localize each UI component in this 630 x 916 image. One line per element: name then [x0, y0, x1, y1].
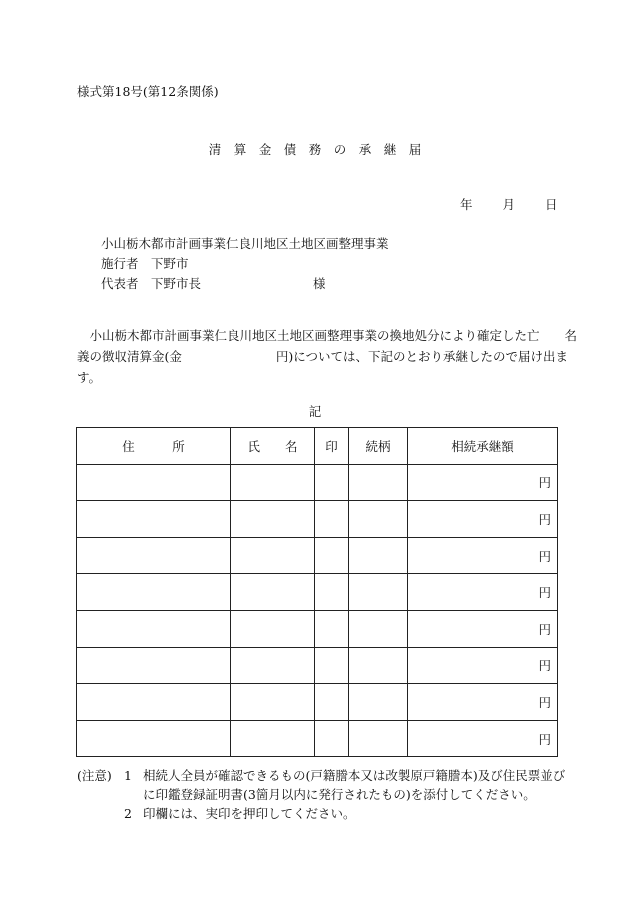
- name-cell[interactable]: [231, 537, 315, 574]
- body-line-2-suffix: 円)については、下記のとおり承継したので届け出ま: [275, 349, 569, 364]
- table-body: [77, 464, 558, 757]
- table-row: [77, 647, 558, 684]
- relationship-cell[interactable]: [349, 464, 408, 501]
- table-row: [77, 501, 558, 538]
- relationship-cell[interactable]: [349, 501, 408, 538]
- amount-cell[interactable]: [408, 537, 558, 574]
- name-cell[interactable]: [231, 574, 315, 611]
- address-cell[interactable]: [77, 501, 231, 538]
- amount-cell[interactable]: [408, 574, 558, 611]
- heir-table: [76, 427, 558, 757]
- header-seal: 印: [315, 428, 349, 465]
- relationship-cell[interactable]: [349, 647, 408, 684]
- seal-cell[interactable]: [315, 647, 349, 684]
- seal-cell[interactable]: [315, 501, 349, 538]
- form-number: 様式第18号(第12条関係): [77, 84, 219, 99]
- address-cell[interactable]: [77, 684, 231, 721]
- representative-name: 代表者 下野市長: [101, 276, 202, 291]
- name-cell[interactable]: [231, 501, 315, 538]
- table-row: [77, 537, 558, 574]
- addressee-project: 小山栃木都市計画事業仁良川地区土地区画整理事業: [101, 236, 389, 251]
- table-row: [77, 720, 558, 757]
- amount-cell[interactable]: [408, 720, 558, 757]
- date-year-label: 年: [460, 197, 473, 212]
- seal-cell[interactable]: [315, 464, 349, 501]
- note-2-number: 2: [124, 806, 132, 821]
- body-line-2-prefix: 義の徴収清算金(金: [77, 349, 182, 364]
- amount-cell[interactable]: [408, 647, 558, 684]
- addressee-representative: [101, 276, 326, 292]
- table-row: [77, 684, 558, 721]
- amount-cell[interactable]: [408, 501, 558, 538]
- address-cell[interactable]: [77, 720, 231, 757]
- amount-cell[interactable]: [408, 684, 558, 721]
- yen-unit: 円: [538, 694, 551, 710]
- document-title: 清 算 金 債 務 の 承 継 届: [208, 142, 422, 157]
- relationship-cell[interactable]: [349, 720, 408, 757]
- name-cell[interactable]: [231, 684, 315, 721]
- relationship-cell[interactable]: [349, 574, 408, 611]
- body-text: [77, 325, 578, 388]
- table-row: [77, 574, 558, 611]
- seal-cell[interactable]: [315, 537, 349, 574]
- yen-unit: 円: [538, 658, 551, 674]
- seal-cell[interactable]: [315, 574, 349, 611]
- note-1-line-2: に印鑑登録証明書(3箇月以内に発行されたもの)を添付してください。: [143, 787, 536, 802]
- body-line-3: す。: [77, 370, 102, 385]
- seal-cell[interactable]: [315, 684, 349, 721]
- date-line: [460, 197, 558, 213]
- yen-unit: 円: [538, 585, 551, 601]
- seal-cell[interactable]: [315, 720, 349, 757]
- address-cell[interactable]: [77, 647, 231, 684]
- address-cell[interactable]: [77, 574, 231, 611]
- date-month-label: 月: [502, 197, 516, 212]
- name-cell[interactable]: [231, 610, 315, 647]
- header-relationship: 続柄: [349, 428, 408, 465]
- header-inherited-amount: 相続承継額: [408, 428, 558, 465]
- seal-cell[interactable]: [315, 610, 349, 647]
- table-row: [77, 610, 558, 647]
- date-day-label: 日: [545, 197, 558, 212]
- note-1-line-1: 相続人全員が確認できるもの(戸籍謄本又は改製原戸籍謄本)及び住民票並び: [143, 768, 566, 783]
- name-cell[interactable]: [231, 720, 315, 757]
- table-row: [77, 464, 558, 501]
- body-line-1: 小山栃木都市計画事業仁良川地区土地区画整理事業の換地処分により確定した亡 名: [77, 328, 578, 343]
- amount-cell[interactable]: [408, 464, 558, 501]
- yen-unit: 円: [538, 511, 551, 527]
- body-line-2: [77, 346, 569, 367]
- header-address: 住 所: [77, 428, 231, 465]
- honorific: 様: [313, 276, 326, 291]
- address-cell[interactable]: [77, 464, 231, 501]
- yen-unit: 円: [538, 731, 551, 747]
- yen-unit: 円: [538, 475, 551, 491]
- relationship-cell[interactable]: [349, 537, 408, 574]
- note-label: (注意): [77, 768, 112, 783]
- relationship-cell[interactable]: [349, 684, 408, 721]
- yen-unit: 円: [538, 548, 551, 564]
- name-cell[interactable]: [231, 464, 315, 501]
- note-2-line-1: 印欄には、実印を押印してください。: [143, 806, 356, 821]
- yen-unit: 円: [538, 621, 551, 637]
- amount-cell[interactable]: [408, 610, 558, 647]
- ki-heading: 記: [308, 404, 322, 419]
- note-1-number: 1: [124, 768, 132, 783]
- name-cell[interactable]: [231, 647, 315, 684]
- address-cell[interactable]: [77, 537, 231, 574]
- header-name: 氏 名: [231, 428, 315, 465]
- relationship-cell[interactable]: [349, 610, 408, 647]
- addressee-operator: 施行者 下野市: [101, 256, 189, 271]
- table-header-row: [77, 428, 558, 465]
- address-cell[interactable]: [77, 610, 231, 647]
